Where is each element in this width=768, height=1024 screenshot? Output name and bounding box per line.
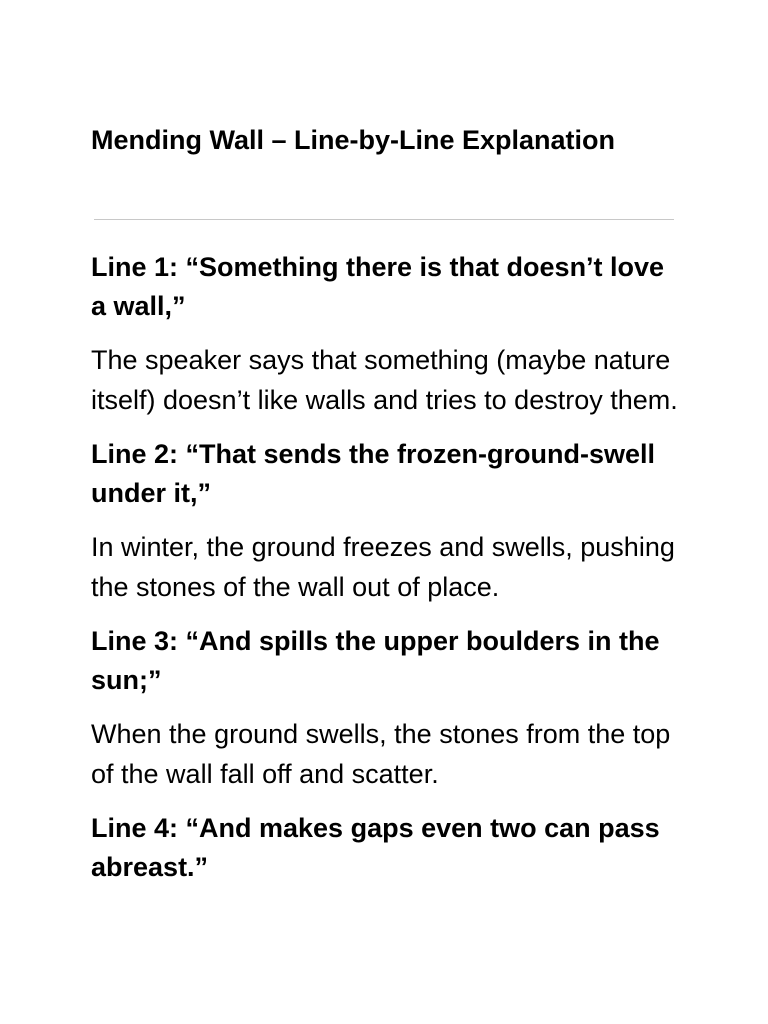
line-heading: Line 3: “And spills the upper boulders in the sun;” — [91, 626, 660, 695]
line-explanation: In winter, the ground freezes and swells, pushing the stones of the wall out of place. — [91, 532, 675, 602]
line-explanation: When the ground swells, the stones from the top of the wall fall off and scatter. — [91, 719, 671, 789]
line-heading: Line 2: “That sends the frozen-ground-swell under it,” — [91, 439, 656, 508]
line-heading: Line 4: “And makes gaps even two can pass abreast.” — [91, 813, 660, 882]
line-section — [91, 622, 681, 794]
line-heading: Line 1: “Something there is that doesn’t love a wall,” — [91, 252, 665, 321]
explanation-content — [91, 248, 681, 887]
line-explanation: The speaker says that something (maybe nature itself) doesn’t like walls and tries to destroy them. — [91, 345, 678, 415]
line-section — [91, 435, 681, 607]
document-title: Mending Wall – Line-by-Line Explanation — [91, 125, 616, 155]
line-section — [91, 809, 681, 887]
title-divider — [94, 219, 674, 220]
line-section — [91, 248, 681, 420]
